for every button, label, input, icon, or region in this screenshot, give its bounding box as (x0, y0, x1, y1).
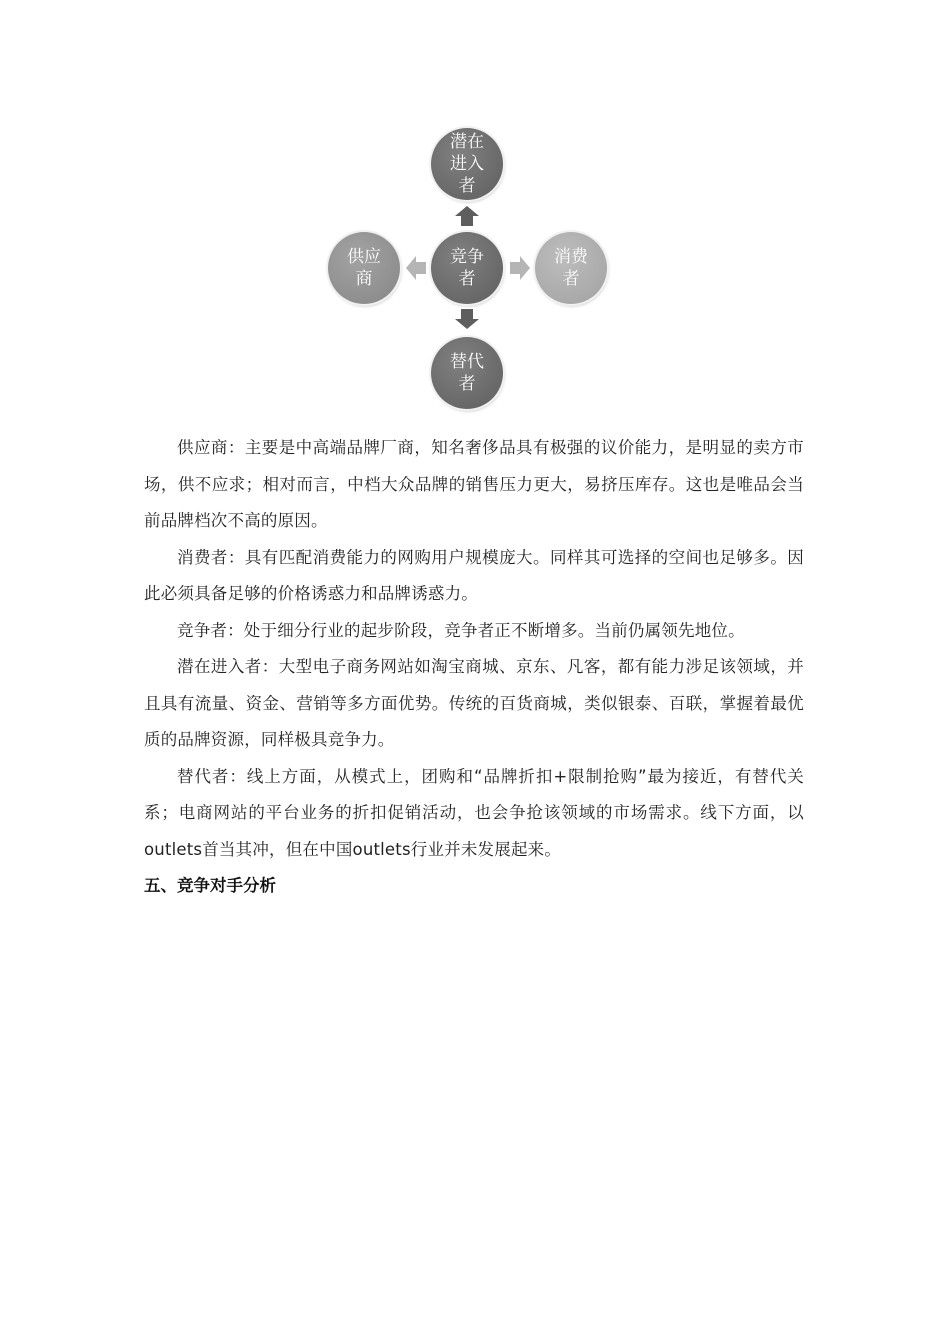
paragraph-consumer: 消费者：具有匹配消费能力的网购用户规模庞大。同样其可选择的空间也足够多。因此必须具备足够的价格诱惑力和品牌诱惑力。 (144, 547, 804, 603)
paragraph-potential-entrants: 潜在进入者：大型电子商务网站如淘宝商城、京东、凡客，都有能力涉足该领域，并且具有流量、资金、营销等多方面优势。传统的百货商城，类似银泰、百联，掌握着最优质的品牌资源，同样极具竞争力。 (144, 657, 804, 749)
diagram-node-supplier (328, 232, 400, 304)
diagram-node-label: 潜在进入者 (450, 132, 484, 196)
competition-diagram (0, 0, 950, 420)
section-heading: 五、竞争对手分析 (144, 876, 276, 895)
arrow-right-icon (510, 256, 530, 280)
paragraph-competitor: 竞争者：处于细分行业的起步阶段，竞争者正不断增多。当前仍属领先地位。 (177, 620, 745, 640)
paragraph-substitute: 替代者：线上方面，从模式上，团购和“品牌折扣+限制抢购”最为接近，有替代关系；电商网站的平台业务的折扣促销活动，也会争抢该领域的市场需求。线下方面，以outlets首当其冲，但在中国outlets行业并未发展起来。 (144, 766, 804, 859)
diagram-node-label: 竞争者 (450, 247, 484, 289)
diagram-node-label: 消费者 (554, 247, 588, 289)
diagram-node-label: 供应商 (347, 247, 381, 289)
arrow-up-icon (455, 206, 479, 226)
diagram-node-substitute (431, 337, 503, 409)
diagram-node-consumer (535, 232, 607, 304)
arrow-down-icon (455, 309, 479, 329)
diagram-node-potential-entrants (431, 128, 503, 200)
diagram-node-competitor (431, 232, 503, 304)
arrow-left-icon (406, 256, 426, 280)
diagram-node-label: 替代者 (450, 352, 484, 394)
paragraph-supplier: 供应商：主要是中高端品牌厂商，知名奢侈品具有极强的议价能力，是明显的卖方市场，供不应求；相对而言，中档大众品牌的销售压力更大，易挤压库存。这也是唯品会当前品牌档次不高的原因。 (144, 438, 804, 530)
body-text (144, 430, 804, 905)
